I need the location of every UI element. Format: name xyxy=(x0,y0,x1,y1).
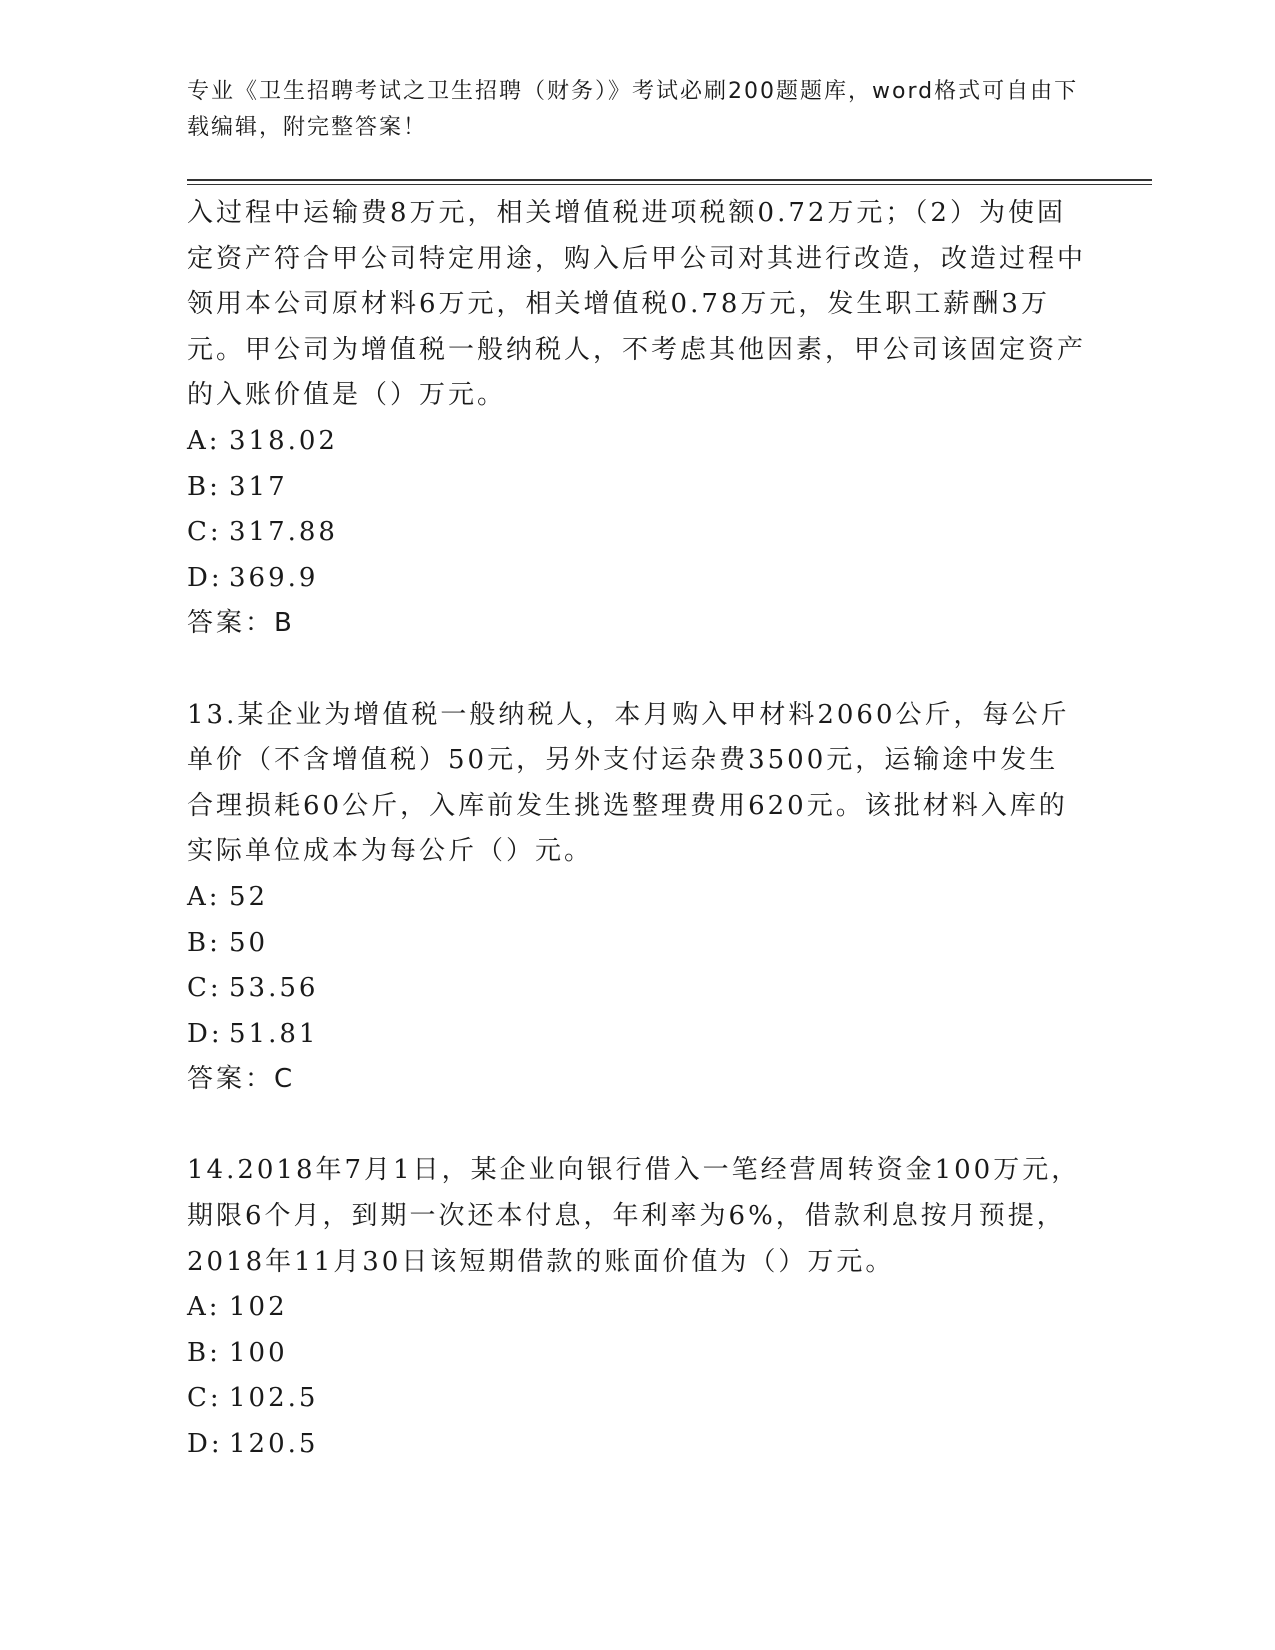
option-label: C: xyxy=(187,517,222,548)
option-label: D: xyxy=(187,1018,223,1049)
option-label: A: xyxy=(187,425,221,456)
option-value: 102 xyxy=(229,1292,288,1323)
option-label: A: xyxy=(187,1292,221,1323)
option-value: 120.5 xyxy=(229,1429,319,1460)
document-body xyxy=(187,191,1087,1468)
option-value: 317 xyxy=(229,471,288,502)
option-d xyxy=(187,1012,1087,1058)
question-text: 14.2018年7月1日，某企业向银行借入一笔经营周转资金100万元，期限6个月，到期一次还本付息，年利率为6%，借款利息按月预提，2018年11月30日该短期借款的账面价值为（）万元。 xyxy=(187,1155,1081,1277)
header-rule-thin xyxy=(187,184,1152,185)
document-header: 专业《卫生招聘考试之卫生招聘（财务）》考试必刷200题题库，word格式可自由下载编辑，附完整答案！ xyxy=(187,79,1079,140)
option-b xyxy=(187,465,1087,511)
option-d xyxy=(187,1422,1087,1468)
option-c xyxy=(187,966,1087,1012)
option-value: 53.56 xyxy=(229,973,319,1004)
question-text: 13.某企业为增值税一般纳税人，本月购入甲材料2060公斤，每公斤单价（不含增值税）50元，另外支付运杂费3500元，运输途中发生合理损耗60公斤，入库前发生挑选整理费用620元。该批材料入库的实际单位成本为每公斤（）元。 xyxy=(187,699,1070,867)
option-label: C: xyxy=(187,1383,222,1414)
question-block xyxy=(187,693,1087,1103)
option-c xyxy=(187,510,1087,556)
option-value: 318.02 xyxy=(229,425,338,456)
option-d xyxy=(187,556,1087,602)
question-text: 入过程中运输费8万元，相关增值税进项税额0.72万元；（2）为使固定资产符合甲公司特定用途，购入后甲公司对其进行改造，改造过程中领用本公司原材料6万元，相关增值税0.78万元，发生职工薪酬3万元。甲公司为增值税一般纳税人，不考虑其他因素，甲公司该固定资产的入账价值是（）万元。 xyxy=(187,198,1087,411)
option-a xyxy=(187,419,1087,465)
option-value: 100 xyxy=(229,1337,288,1368)
option-value: 317.88 xyxy=(229,517,338,548)
option-a xyxy=(187,875,1087,921)
spacer xyxy=(187,647,1087,693)
option-value: 52 xyxy=(229,881,269,912)
answer-line: 答案：B xyxy=(187,608,295,639)
question-block xyxy=(187,1148,1087,1467)
option-c xyxy=(187,1376,1087,1422)
option-value: 50 xyxy=(229,927,269,958)
option-value: 102.5 xyxy=(229,1383,319,1414)
option-label: D: xyxy=(187,562,223,593)
option-label: B: xyxy=(187,471,221,502)
answer-line: 答案：C xyxy=(187,1064,296,1095)
option-label: A: xyxy=(187,881,221,912)
option-value: 51.81 xyxy=(229,1018,319,1049)
option-b xyxy=(187,921,1087,967)
question-block xyxy=(187,191,1087,647)
option-label: D: xyxy=(187,1429,223,1460)
option-label: B: xyxy=(187,927,221,958)
option-a xyxy=(187,1285,1087,1331)
option-label: B: xyxy=(187,1337,221,1368)
option-value: 369.9 xyxy=(229,562,319,593)
option-b xyxy=(187,1331,1087,1377)
option-label: C: xyxy=(187,973,222,1004)
spacer xyxy=(187,1103,1087,1149)
header-rule-thick xyxy=(187,179,1152,181)
